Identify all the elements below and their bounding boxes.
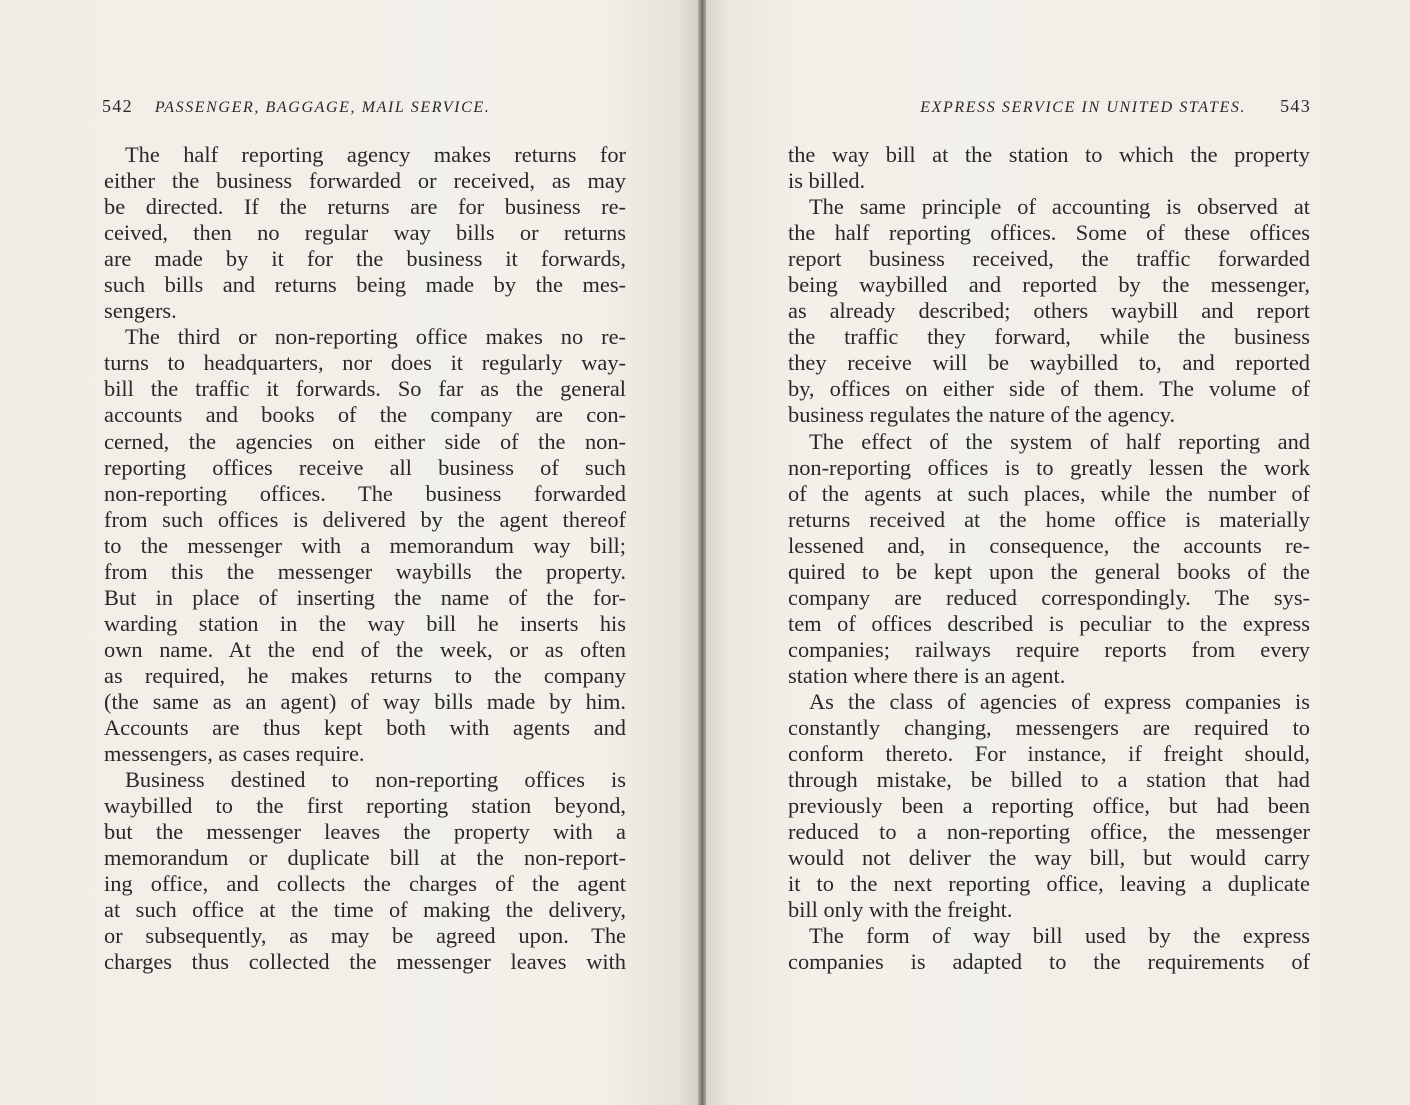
- text-line: they receive will be waybilled to, and reported: [788, 350, 1310, 376]
- text-line: it to the next reporting office, leaving a duplicate: [788, 871, 1310, 897]
- text-line: As the class of agencies of express companies is: [809, 688, 1310, 714]
- text-line: being waybilled and reported by the messenger,: [788, 272, 1310, 298]
- text-line: accounts and books of the company are con-: [104, 402, 626, 428]
- text-line: conform thereto. For instance, if freight should,: [788, 741, 1310, 767]
- text-line: (the same as an agent) of way bills made by him.: [104, 688, 626, 714]
- text-line: be directed. If the returns are for business re-: [104, 194, 626, 220]
- text-line: non-reporting offices. The business forwarded: [104, 480, 626, 506]
- text-line: lessened and, in consequence, the accounts re-: [788, 532, 1310, 558]
- right-running-title: EXPRESS SERVICE IN UNITED STATES.: [920, 99, 1247, 116]
- text-line: bill only with the freight.: [788, 897, 1013, 923]
- text-line: the half reporting offices. Some of these offices: [788, 220, 1310, 246]
- right-page: [706, 0, 1410, 1105]
- text-line: through mistake, be billed to a station that had: [788, 767, 1310, 793]
- right-page-text: [788, 142, 1310, 976]
- text-line: tem of offices described is peculiar to the express: [788, 610, 1310, 636]
- text-line: company are reduced correspondingly. The sys-: [788, 584, 1310, 610]
- text-line: constantly changing, messengers are required to: [788, 715, 1310, 741]
- text-line: warding station in the way bill he inserts his: [104, 610, 626, 636]
- text-line: turns to headquarters, nor does it regularly way-: [104, 350, 626, 376]
- text-line: own name. At the end of the week, or as often: [104, 636, 626, 662]
- text-line: station where there is an agent.: [788, 662, 1066, 688]
- text-line: The form of way bill used by the express: [809, 923, 1310, 949]
- text-line: Accounts are thus kept both with agents and: [104, 715, 626, 741]
- text-line: quired to be kept upon the general books of the: [788, 558, 1310, 584]
- text-line: report business received, the traffic forwarded: [788, 246, 1310, 272]
- text-line: The third or non-reporting office makes no re-: [125, 324, 626, 350]
- text-line: as already described; others waybill and report: [788, 298, 1310, 324]
- text-line: reduced to a non-reporting office, the messenger: [788, 819, 1310, 845]
- text-line: messengers, as cases require.: [104, 741, 365, 767]
- left-page-text: [104, 142, 626, 976]
- text-line: are made by it for the business it forwards,: [104, 246, 626, 272]
- left-running-title: PASSENGER, BAGGAGE, MAIL SERVICE.: [154, 99, 491, 116]
- text-line: the way bill at the station to which the property: [788, 142, 1310, 167]
- text-line: bill the traffic it forwards. So far as the general: [104, 376, 626, 402]
- text-line: companies is adapted to the requirements of: [788, 949, 1310, 975]
- left-running-head: [102, 96, 627, 120]
- text-line: by, offices on either side of them. The volume of: [788, 376, 1310, 402]
- text-line: would not deliver the way bill, but would carry: [788, 845, 1310, 871]
- text-line: Business destined to non-reporting offices is: [125, 767, 626, 793]
- text-line: the traffic they forward, while the business: [788, 324, 1310, 350]
- text-line: The half reporting agency makes returns for: [125, 142, 626, 167]
- text-line: is billed.: [788, 168, 866, 194]
- text-line: at such office at the time of making the delivery,: [104, 897, 626, 923]
- text-line: ing office, and collects the charges of the agent: [104, 871, 626, 897]
- text-line: But in place of inserting the name of the for-: [104, 584, 626, 610]
- text-line: of the agents at such places, while the number of: [788, 480, 1310, 506]
- left-page-number: 542: [102, 96, 133, 116]
- text-line: non-reporting offices is to greatly lessen the work: [788, 454, 1310, 480]
- text-line: charges thus collected the messenger leaves with: [104, 949, 626, 975]
- text-line: returns received at the home office is materially: [788, 506, 1310, 532]
- text-line: business regulates the nature of the agency.: [788, 402, 1176, 428]
- text-line: or subsequently, as may be agreed upon. The: [104, 923, 626, 949]
- right-page-number: 543: [1280, 96, 1311, 116]
- text-line: The same principle of accounting is observed at: [809, 194, 1310, 220]
- text-line: previously been a reporting office, but had been: [788, 793, 1310, 819]
- left-page: [0, 0, 700, 1105]
- text-line: memorandum or duplicate bill at the non-report-: [104, 845, 626, 871]
- text-line: as required, he makes returns to the company: [104, 662, 626, 688]
- text-line: either the business forwarded or received, as may: [104, 168, 626, 194]
- text-line: sengers.: [104, 298, 177, 324]
- text-line: reporting offices receive all business of such: [104, 454, 626, 480]
- text-line: waybilled to the first reporting station beyond,: [104, 793, 626, 819]
- text-line: The effect of the system of half reporting and: [809, 428, 1310, 454]
- text-line: to the messenger with a memorandum way bill;: [104, 532, 626, 558]
- text-line: such bills and returns being made by the mes-: [104, 272, 626, 298]
- text-line: companies; railways require reports from every: [788, 636, 1310, 662]
- text-line: ceived, then no regular way bills or returns: [104, 220, 626, 246]
- text-line: from such offices is delivered by the agent thereof: [104, 506, 626, 532]
- text-line: but the messenger leaves the property with a: [104, 819, 626, 845]
- text-line: from this the messenger waybills the property.: [104, 558, 626, 584]
- text-line: cerned, the agencies on either side of the non-: [104, 428, 626, 454]
- right-running-head: [856, 96, 1311, 120]
